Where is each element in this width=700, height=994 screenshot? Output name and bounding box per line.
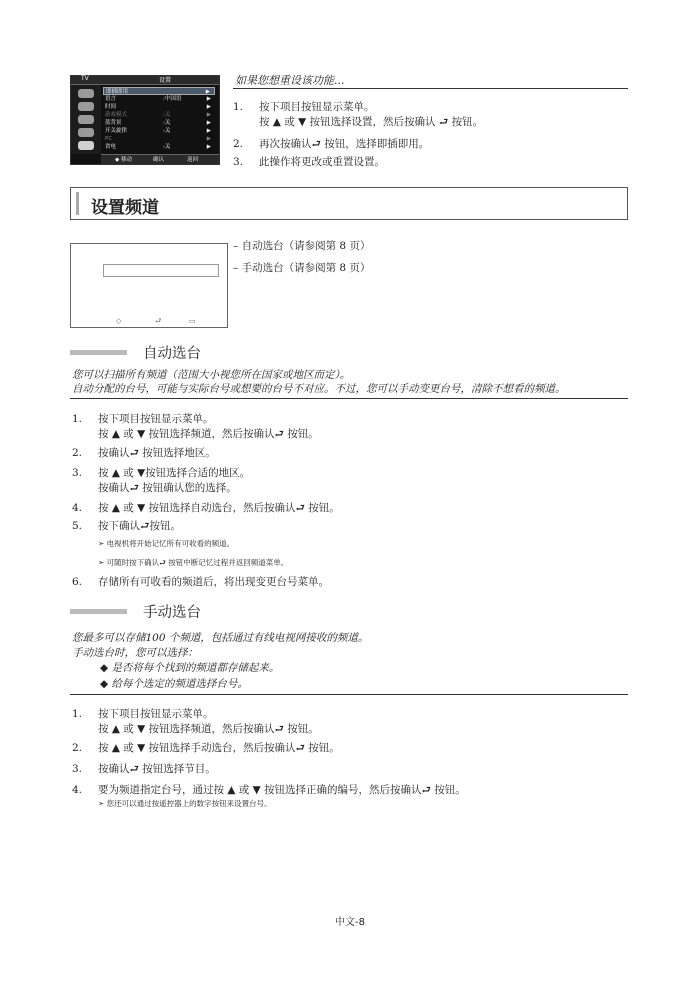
row-label: PC xyxy=(105,136,113,142)
tv-tab-label: TV xyxy=(81,75,89,82)
picture-icon xyxy=(78,89,94,98)
row-label: 时间 xyxy=(105,104,117,110)
footer-enter: 确认 xyxy=(153,157,165,163)
subheading-bar xyxy=(70,609,127,614)
channel-menu-screenshot xyxy=(70,243,228,328)
row-value: :关 xyxy=(163,112,171,118)
row-value: :中国语 xyxy=(163,96,182,102)
step-number: 6. xyxy=(72,576,83,588)
step-text: 按确认⮐ 按钮选择地区。 xyxy=(98,447,216,459)
step-number: 1. xyxy=(233,101,244,113)
tv-menu-row xyxy=(103,135,215,143)
divider xyxy=(70,398,628,399)
enter-icon: ⮐ xyxy=(155,317,162,325)
tv-menu-header xyxy=(71,76,219,85)
step-number: 3. xyxy=(72,467,83,479)
row-label: 开关旋律 xyxy=(105,128,128,134)
step-text: 按 ▲ 或 ▼ 按钮选择自动选台，然后按确认⮐ 按钮。 xyxy=(98,502,340,514)
link-manual-store: – 手动选台（请参阅第 8 页） xyxy=(233,262,371,274)
tv-menu-row xyxy=(103,111,215,119)
arrow-right-icon: ▶ xyxy=(206,104,211,110)
reset-heading: 如果您想重设该功能... xyxy=(235,74,345,87)
tv-menu-row xyxy=(103,103,215,111)
tv-menu-row xyxy=(103,127,215,135)
row-label: 即插即用 xyxy=(106,89,129,95)
sound-icon xyxy=(78,102,94,111)
subheading-bar xyxy=(70,350,127,355)
step-number: 3. xyxy=(72,763,83,775)
section-accent-bar xyxy=(76,192,79,215)
row-label: 游戏模式 xyxy=(105,112,128,118)
tv-menu-row xyxy=(103,143,215,151)
step-number: 2. xyxy=(233,138,244,150)
step-text: 按下项目按钮显示菜单。 xyxy=(98,708,214,720)
arrow-right-icon: ▶ xyxy=(205,89,210,95)
step-text: 存储所有可收看的频道后，将出现变更台号菜单。 xyxy=(98,576,329,588)
tv-menu-footer xyxy=(101,154,219,164)
tv-menu-row xyxy=(103,119,215,127)
arrow-right-icon: ▶ xyxy=(206,128,211,134)
tv-menu-row xyxy=(103,87,215,95)
section-title-box xyxy=(70,187,628,220)
step-text: 再次按确认⮐ 按钮，选择即插即用。 xyxy=(259,138,430,150)
step-number: 1. xyxy=(72,413,83,425)
manual-store-title: 手动选台 xyxy=(143,605,201,621)
row-value: :关 xyxy=(163,144,171,150)
row-label: 语言 xyxy=(105,96,117,102)
row-label: 省电 xyxy=(105,144,117,150)
row-label: 蓝背景 xyxy=(105,120,122,126)
link-auto-store: – 自动选台（请参阅第 8 页） xyxy=(233,240,371,252)
row-value: :关 xyxy=(163,128,171,134)
auto-store-title: 自动选台 xyxy=(143,346,201,362)
auto-intro-2: 自动分配的台号，可能与实际台号或想要的台号不对应。不过，您可以手动变更台号，清除不想看的频道。 xyxy=(72,383,566,395)
auto-note-2: ➣ 可随时按下确认⮐ 按钮中断记忆过程并返回频道菜单。 xyxy=(98,558,289,567)
step-text: 按 ▲ 或 ▼ 按钮选择频道，然后按确认⮐ 按钮。 xyxy=(98,723,319,735)
menu-field xyxy=(103,264,219,277)
step-text: 按下项目按钮显示菜单。 xyxy=(98,413,214,425)
setup-icon xyxy=(78,141,94,150)
auto-intro-1: 您可以扫描所有频道（范围大小视您所在国家或地区而定）。 xyxy=(72,369,351,381)
arrow-right-icon: ▶ xyxy=(206,144,211,150)
step-text: 按 ▲ 或 ▼ 按钮选择手动选台，然后按确认⮐ 按钮。 xyxy=(98,742,340,754)
footer-move: ◆ 移动 xyxy=(115,157,132,163)
move-icon: ◇ xyxy=(116,317,122,325)
step-text: 按下确认⮐按钮。 xyxy=(98,520,181,532)
tv-menu-rows xyxy=(103,87,215,151)
timer-icon xyxy=(78,128,94,137)
manual-bullet-2: ◆ 给每个选定的频道选择台号。 xyxy=(100,678,248,690)
step-text: 此操作将更改或重置设置。 xyxy=(259,156,385,168)
step-number: 2. xyxy=(72,742,83,754)
footer-return: 返回 xyxy=(187,157,199,163)
step-number: 4. xyxy=(72,784,83,796)
manual-intro-1: 您最多可以存储100 个频道，包括通过有线电视网接收的频道。 xyxy=(72,632,369,644)
manual-intro-2: 手动选台时，您可以选择： xyxy=(72,647,198,659)
step-text: 按 ▲ 或 ▼ 按钮选择设置，然后按确认 ⮐ 按钮。 xyxy=(259,116,484,128)
step-text: 按 ▲ 或 ▼按钮选择合适的地区。 xyxy=(98,467,251,479)
step-number: 4. xyxy=(72,502,83,514)
step-number: 2. xyxy=(72,447,83,459)
arrow-right-icon: ▶ xyxy=(206,136,211,142)
tv-menu-sidebar xyxy=(71,85,101,154)
step-number: 5. xyxy=(72,520,83,532)
step-text: 按确认⮐ 按钮选择节目。 xyxy=(98,763,216,775)
row-value: :关 xyxy=(163,120,171,126)
tv-menu-screenshot xyxy=(70,75,220,165)
divider xyxy=(70,694,628,695)
tv-menu-title: 设置 xyxy=(159,77,172,84)
arrow-right-icon: ▶ xyxy=(206,112,211,118)
step-text: 按确认⮐ 按钮确认您的选择。 xyxy=(98,482,237,494)
auto-note-1: ➣ 电视机将开始记忆所有可收看的频道。 xyxy=(98,539,235,548)
step-text: 按下项目按钮显示菜单。 xyxy=(259,101,375,113)
step-number: 1. xyxy=(72,708,83,720)
manual-bullet-1: ◆ 是否将每个找到的频道都存储起来。 xyxy=(100,662,280,674)
return-icon: ▭ xyxy=(189,317,196,325)
tv-menu-row xyxy=(103,95,215,103)
divider xyxy=(233,88,628,89)
section-title: 设置频道 xyxy=(91,198,159,218)
step-number: 3. xyxy=(233,156,244,168)
step-text: 要为频道指定台号，通过按 ▲ 或 ▼ 按钮选择正确的编号，然后按确认⮐ 按钮。 xyxy=(98,784,466,796)
step-text: 按 ▲ 或 ▼ 按钮选择频道，然后按确认⮐ 按钮。 xyxy=(98,428,319,440)
arrow-right-icon: ▶ xyxy=(206,96,211,102)
arrow-right-icon: ▶ xyxy=(206,120,211,126)
page-number: 中文-8 xyxy=(335,917,365,928)
channel-icon xyxy=(78,115,94,124)
manual-note: ➣ 您还可以通过按遥控器上的数字按钮来设置台号。 xyxy=(98,799,272,808)
